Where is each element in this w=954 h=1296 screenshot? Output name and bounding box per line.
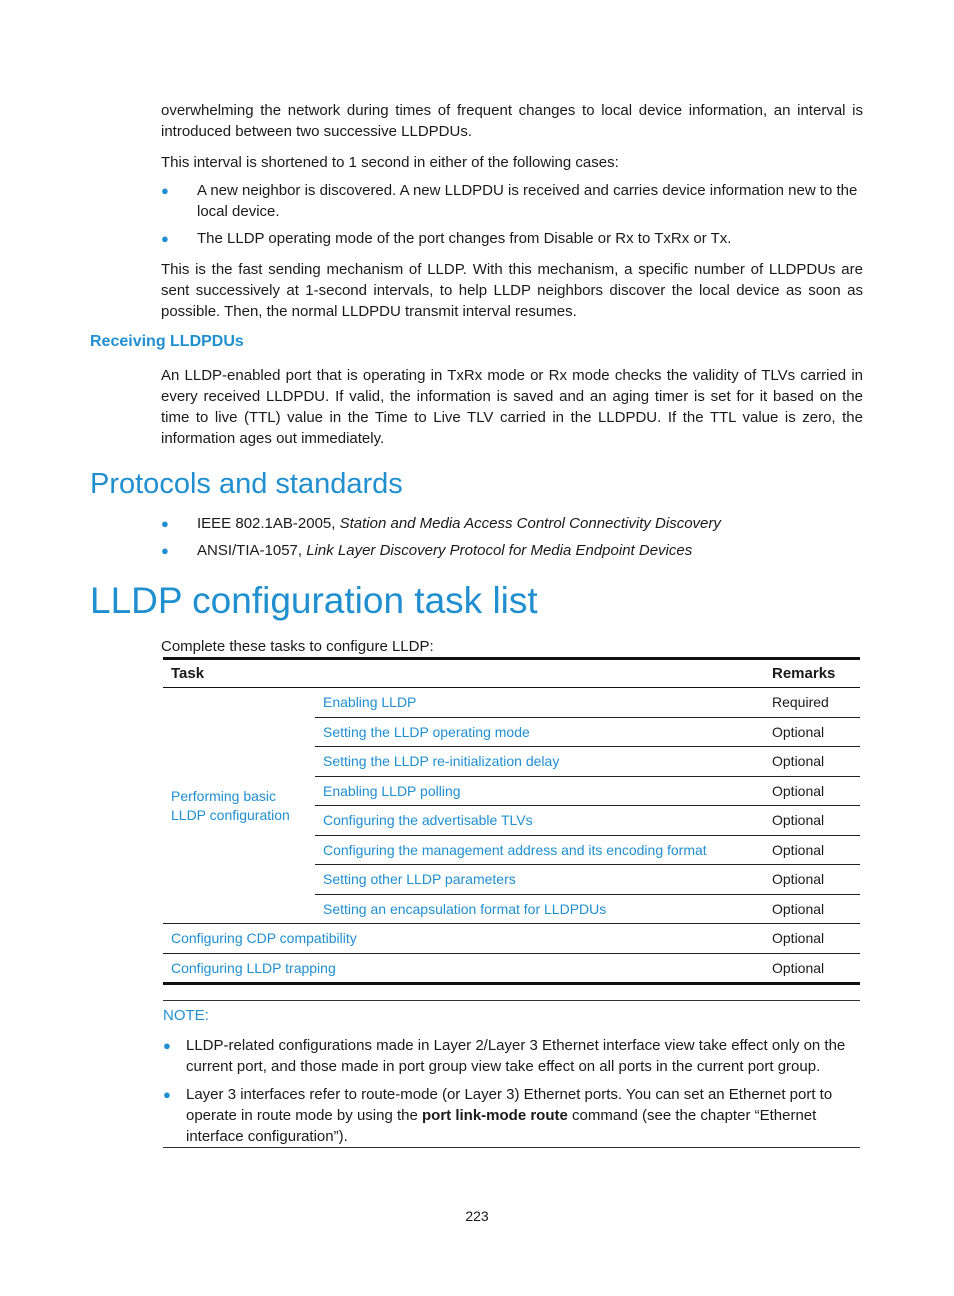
- task-cell: [315, 688, 764, 718]
- task-link[interactable]: Setting an encapsulation format for LLDPDUs: [323, 900, 607, 917]
- remark-cell: Optional: [764, 953, 860, 984]
- column-header-remarks: Remarks: [764, 659, 860, 688]
- table-row: [163, 688, 860, 718]
- task-link[interactable]: Setting the LLDP operating mode: [323, 723, 530, 740]
- list-item-text: The LLDP operating mode of the port changes from Disable or Rx to TxRx or Tx.: [197, 230, 732, 247]
- task-cell: [315, 894, 764, 924]
- list-item-text: A new neighbor is discovered. A new LLDPDU is received and carries device information new to the local device.: [197, 182, 858, 220]
- group-cell: [163, 688, 315, 924]
- table-row: [163, 953, 860, 984]
- task-cell: [315, 835, 764, 865]
- standard-title: Station and Media Access Control Connectivity Discovery: [339, 515, 721, 532]
- column-header-task: Task: [163, 659, 764, 688]
- remark-cell: Optional: [764, 865, 860, 895]
- task-link[interactable]: Setting other LLDP parameters: [323, 871, 516, 888]
- list-item-text: ANSI/TIA-1057, Link Layer Discovery Protocol for Media Endpoint Devices: [197, 542, 693, 559]
- intro-paragraph-1: overwhelming the network during times of frequent changes to local device information, an interval is introduced between two successive LLDPDUs.: [161, 102, 863, 140]
- task-link-basic-config[interactable]: Performing basic LLDP configuration: [171, 787, 290, 823]
- task-cell: [315, 776, 764, 806]
- task-link-trapping[interactable]: Configuring LLDP trapping: [171, 959, 336, 976]
- note-item-text: LLDP-related configurations made in Layer 2/Layer 3 Ethernet interface view take effect only on the current port, and those made in port group view take effect on all ports in the current port group.: [186, 1037, 846, 1075]
- note-item: [163, 1084, 860, 1147]
- page-number: 223: [465, 1208, 489, 1224]
- remark-cell: Optional: [764, 835, 860, 865]
- list-item: [161, 540, 863, 561]
- remark-cell: Optional: [764, 894, 860, 924]
- tasklist-heading: LLDP configuration task list: [90, 580, 538, 621]
- list-item: [161, 228, 863, 249]
- note-item-text: Layer 3 interfaces refer to route-mode (or Layer 3) Ethernet ports. You can set an Ethernet port to operate in route mode by using the port link-mode route command (see the chapter “Ethernet interface configuration”).: [186, 1086, 833, 1145]
- standard-title: Link Layer Discovery Protocol for Media Endpoint Devices: [306, 542, 693, 559]
- bullet-icon: ●: [163, 1087, 171, 1102]
- note-item: [163, 1035, 860, 1077]
- note-divider-bottom: [163, 1147, 860, 1148]
- receiving-paragraph: An LLDP-enabled port that is operating in TxRx mode or Rx mode checks the validity of TLVs carried in every received LLDPDU. If valid, the information is saved and an aging timer is set for it based on the time to live (TTL) value in the Time to Live TLV carried in the LLDPDU. If the TTL value is zero, the information ages out immediately.: [161, 367, 863, 447]
- receiving-heading: Receiving LLDPDUs: [90, 333, 244, 350]
- table-row: [163, 924, 860, 954]
- task-cell: [315, 717, 764, 747]
- list-item: [161, 180, 863, 222]
- bullet-icon: ●: [161, 183, 169, 198]
- task-cell: [315, 865, 764, 895]
- note-label: NOTE:: [163, 1007, 209, 1024]
- list-item: [161, 513, 863, 534]
- remark-cell: Optional: [764, 806, 860, 836]
- task-link[interactable]: Enabling LLDP: [323, 694, 417, 711]
- remark-cell: Required: [764, 688, 860, 718]
- remark-cell: Optional: [764, 924, 860, 954]
- remark-cell: Optional: [764, 747, 860, 777]
- intro-paragraph-2: This interval is shortened to 1 second in either of the following cases:: [161, 154, 619, 171]
- task-link[interactable]: Configuring the management address and its encoding format: [323, 841, 707, 858]
- tasklist-intro: Complete these tasks to configure LLDP:: [161, 638, 434, 655]
- protocols-heading: Protocols and standards: [90, 468, 403, 500]
- task-cell: [315, 806, 764, 836]
- task-link[interactable]: Enabling LLDP polling: [323, 782, 461, 799]
- task-link[interactable]: Configuring the advertisable TLVs: [323, 812, 533, 829]
- intro-paragraph-3: This is the fast sending mechanism of LLDP. With this mechanism, a specific number of LLDPDUs are sent successively at 1-second intervals, to help LLDP neighbors discover the local device as soon as possible. Then, the normal LLDPDU transmit interval resumes.: [161, 261, 863, 320]
- bullet-icon: ●: [163, 1038, 171, 1053]
- remark-cell: Optional: [764, 776, 860, 806]
- task-link[interactable]: Setting the LLDP re-initialization delay: [323, 753, 560, 770]
- remark-cell: Optional: [764, 717, 860, 747]
- task-cell: [315, 747, 764, 777]
- bullet-icon: ●: [161, 516, 169, 531]
- task-cell: [163, 924, 764, 954]
- bullet-icon: ●: [161, 543, 169, 558]
- task-link-cdp[interactable]: Configuring CDP compatibility: [171, 930, 357, 947]
- table-header-row: [163, 659, 860, 688]
- command-name: port link-mode route: [422, 1107, 568, 1124]
- list-item-text: IEEE 802.1AB-2005, Station and Media Access Control Connectivity Discovery: [197, 515, 721, 532]
- bullet-icon: ●: [161, 231, 169, 246]
- note-divider-top: [163, 1000, 860, 1001]
- task-cell: [163, 953, 764, 984]
- task-table: [163, 657, 860, 985]
